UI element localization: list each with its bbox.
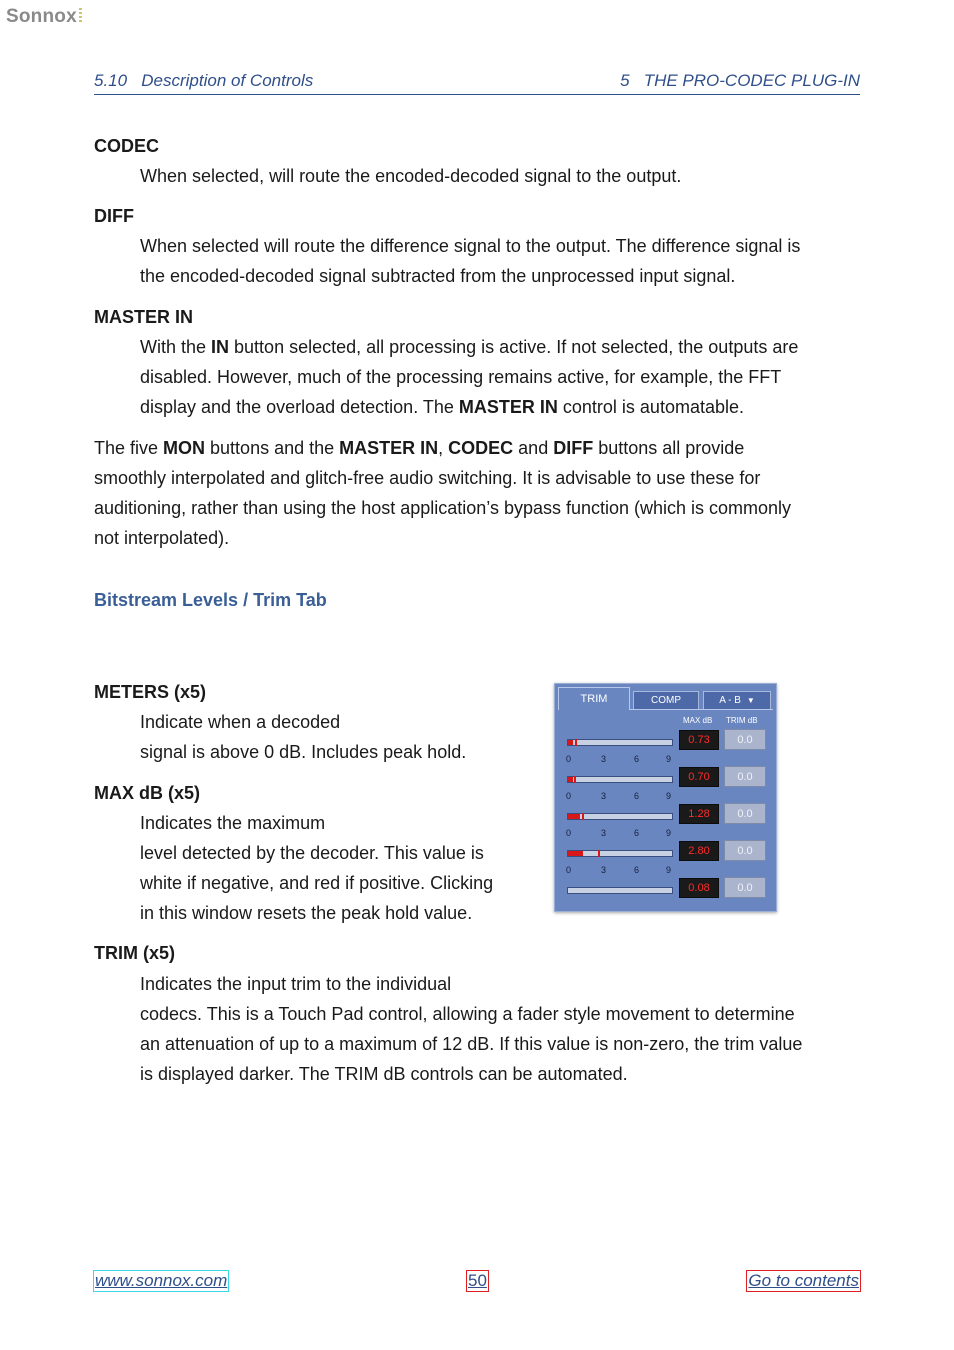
meter-peak-hold xyxy=(575,739,577,746)
trim-db-column-header: TRIM dB xyxy=(726,716,758,725)
diff-desc-line: When selected will route the difference signal to the output. The difference signal is xyxy=(140,236,801,256)
max-db-readout[interactable]: 2.80 xyxy=(679,841,719,861)
level-meter xyxy=(567,813,673,820)
master-in-term: MASTER IN xyxy=(94,307,193,327)
meter-fill xyxy=(568,777,573,782)
scale-tick-label: 9 xyxy=(666,865,672,875)
contents-link[interactable]: Go to contents xyxy=(748,1271,859,1290)
max-db-readout[interactable]: 0.73 xyxy=(679,730,719,750)
tab-trim[interactable]: TRIM xyxy=(558,687,630,710)
meters-desc xyxy=(140,707,530,767)
scale-tick-label: 0 xyxy=(566,828,572,838)
meters-desc-line: Indicate when a decoded xyxy=(140,712,341,732)
master-in-desc-line: With the IN button selected, all processing is active. If not selected, the outputs are xyxy=(140,337,799,357)
trim-tab-panel xyxy=(554,683,777,912)
meter-peak-hold xyxy=(582,813,584,820)
meter-scale xyxy=(566,754,674,766)
meters-desc-line: signal is above 0 dB. Includes peak hold. xyxy=(140,742,467,762)
scale-tick-label: 3 xyxy=(601,791,607,801)
ab-selector[interactable] xyxy=(703,691,771,710)
header-chapter-title: 5 THE PRO-CODEC PLUG-IN xyxy=(620,71,860,90)
scale-tick-label: 6 xyxy=(634,754,640,764)
maxdb-term: MAX dB (x5) xyxy=(94,783,201,803)
scale-tick-label: 3 xyxy=(601,865,607,875)
trim-db-touchpad[interactable]: 0.0 xyxy=(724,766,766,787)
scale-tick-label: 3 xyxy=(601,754,607,764)
codec-term: CODEC xyxy=(94,136,160,156)
header-section-title: 5.10 Description of Controls xyxy=(94,71,314,90)
diff-desc-line: the encoded-decoded signal subtracted from the unprocessed input signal. xyxy=(140,266,736,286)
trim-desc-line: an attenuation of up to a maximum of 12 dB. If this value is non-zero, the trim value xyxy=(140,1034,803,1054)
scale-tick-label: 9 xyxy=(666,828,672,838)
trim-db-touchpad[interactable]: 0.0 xyxy=(724,729,766,750)
trim-db-touchpad[interactable]: 0.0 xyxy=(724,840,766,861)
scale-tick-label: 0 xyxy=(566,865,572,875)
tab-divider xyxy=(630,709,773,710)
diff-desc xyxy=(140,231,860,291)
diff-term: DIFF xyxy=(94,206,134,226)
master-in-desc-line: display and the overload detection. The MASTER IN control is automatable. xyxy=(140,397,744,417)
trim-desc-line: codecs. This is a Touch Pad control, allowing a fader style movement to determine xyxy=(140,1004,795,1024)
maxdb-desc-line: Indicates the maximum xyxy=(140,813,326,833)
level-meter xyxy=(567,776,673,783)
scale-tick-label: 3 xyxy=(601,828,607,838)
scale-tick-label: 9 xyxy=(666,754,672,764)
max-db-readout[interactable]: 0.08 xyxy=(679,878,719,898)
trim-desc-line: Indicates the input trim to the individual xyxy=(140,974,452,994)
scale-tick-label: 0 xyxy=(566,754,572,764)
dropdown-arrow-icon: ▼ xyxy=(746,696,755,705)
meter-fill xyxy=(568,740,573,745)
sonnox-logo: Sonnox xyxy=(6,6,82,28)
meters-term: METERS (x5) xyxy=(94,682,207,702)
meter-scale xyxy=(566,828,674,840)
scale-tick-label: 0 xyxy=(566,791,572,801)
level-meter xyxy=(567,850,673,857)
level-meter xyxy=(567,887,673,894)
master-in-desc-line: disabled. However, much of the processing remains active, for example, the FFT xyxy=(140,367,782,387)
meter-peak-hold xyxy=(598,850,600,857)
scale-tick-label: 6 xyxy=(634,865,640,875)
max-db-readout[interactable]: 1.28 xyxy=(679,804,719,824)
meter-scale xyxy=(566,865,674,877)
paragraph-line: The five MON buttons and the MASTER IN, CODEC and DIFF buttons all provide xyxy=(94,438,745,458)
header-rule xyxy=(94,94,860,95)
meter-fill xyxy=(568,814,580,819)
max-db-column-header: MAX dB xyxy=(683,716,713,725)
scale-tick-label: 6 xyxy=(634,828,640,838)
paragraph-line: not interpolated). xyxy=(94,528,230,548)
master-in-desc xyxy=(140,332,860,422)
level-meter xyxy=(567,739,673,746)
trim-db-touchpad[interactable]: 0.0 xyxy=(724,877,766,898)
trim-desc xyxy=(140,969,860,1089)
scale-tick-label: 6 xyxy=(634,791,640,801)
website-link[interactable]: www.sonnox.com xyxy=(95,1271,228,1290)
maxdb-desc xyxy=(140,808,540,928)
body-paragraph xyxy=(94,433,860,553)
meter-fill xyxy=(568,851,583,856)
paragraph-line: smoothly interpolated and glitch-free audio switching. It is advisable to use these for xyxy=(94,468,761,488)
scale-tick-label: 9 xyxy=(666,791,672,801)
trim-db-touchpad[interactable]: 0.0 xyxy=(724,803,766,824)
maxdb-desc-line: white if negative, and red if positive. Clicking xyxy=(140,873,494,893)
tab-comp[interactable]: COMP xyxy=(633,691,699,710)
max-db-readout[interactable]: 0.70 xyxy=(679,767,719,787)
paragraph-line: auditioning, rather than using the host application’s bypass function (which is commonly xyxy=(94,498,792,518)
codec-desc: When selected, will route the encoded-decoded signal to the output. xyxy=(140,166,682,186)
maxdb-desc-line: in this window resets the peak hold value. xyxy=(140,903,473,923)
ab-selector-label: A - B xyxy=(719,695,741,706)
trim-term: TRIM (x5) xyxy=(94,943,175,963)
page-number-link[interactable]: 50 xyxy=(468,1271,487,1290)
meter-scale xyxy=(566,791,674,803)
maxdb-desc-line: level detected by the decoder. This value is xyxy=(140,843,484,863)
trim-desc-line: is displayed darker. The TRIM dB controls can be automated. xyxy=(140,1064,628,1084)
meter-peak-hold xyxy=(574,776,576,783)
section-heading: Bitstream Levels / Trim Tab xyxy=(94,590,327,610)
